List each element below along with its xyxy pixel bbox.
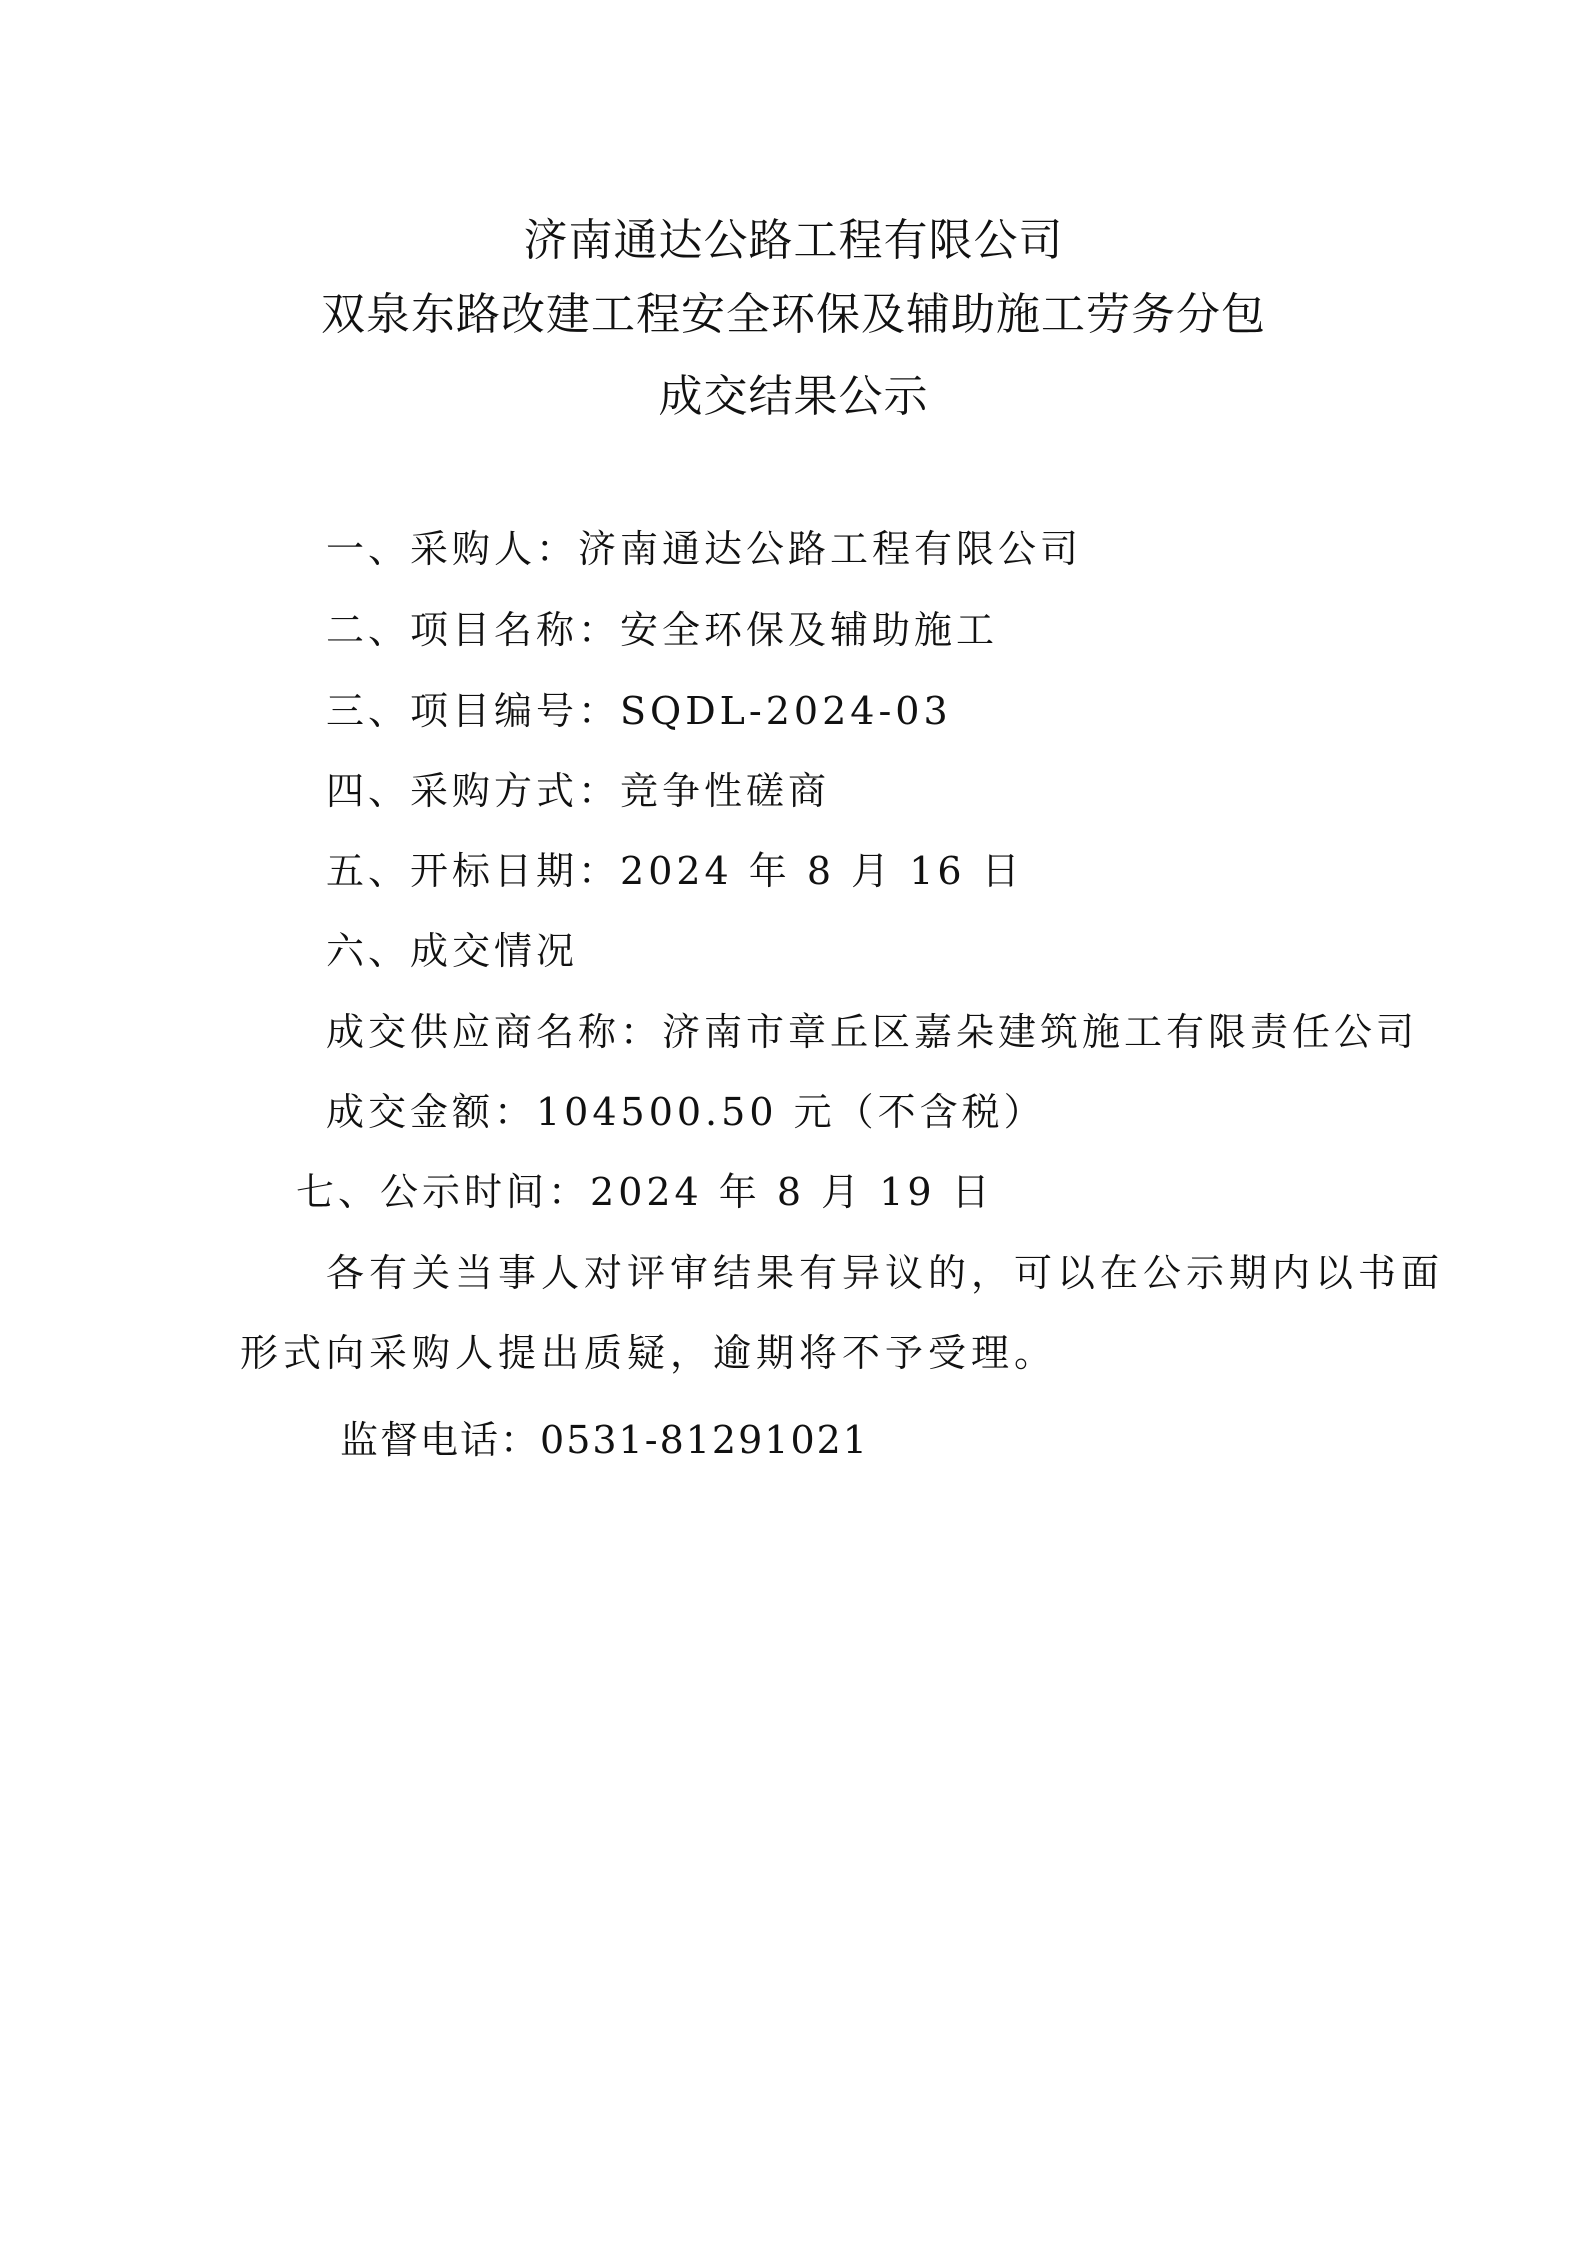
purchaser-label: 一、采购人： [326, 527, 579, 571]
document-type-title: 成交结果公示 [658, 371, 929, 422]
purchaser-value: 济南通达公路工程有限公司 [578, 527, 1083, 571]
company-title: 济南通达公路工程有限公司 [523, 215, 1064, 266]
objection-notice-line-1: 各有关当事人对评审结果有异议的，可以在公示期内以书面 [326, 1251, 1445, 1295]
project-number-row [326, 689, 952, 733]
bid-opening-date-label: 五、开标日期： [326, 849, 621, 893]
publicity-time-row [296, 1170, 994, 1214]
project-name-row [326, 608, 999, 652]
project-number-label: 三、项目编号： [326, 689, 621, 733]
project-name-value: 安全环保及辅助施工 [620, 608, 999, 652]
bid-opening-date-value: 2024 年 8 月 16 日 [620, 849, 1024, 893]
procurement-method-label: 四、采购方式： [326, 769, 621, 813]
procurement-method-value: 竞争性磋商 [620, 769, 831, 813]
project-title: 双泉东路改建工程安全环保及辅助施工劳务分包 [321, 289, 1266, 340]
bid-opening-date-row [326, 849, 1024, 893]
project-number-value: SQDL-2024-03 [620, 689, 952, 733]
publicity-time-label: 七、公示时间： [296, 1170, 591, 1214]
publicity-time-value: 2024 年 8 月 19 日 [590, 1170, 994, 1214]
transaction-amount-line: 成交金额：104500.50 元（不含税） [326, 1090, 1046, 1134]
procurement-method-row [326, 769, 831, 813]
objection-notice-line-2: 形式向采购人提出质疑，逾期将不予受理。 [240, 1331, 1058, 1375]
purchaser-row [326, 527, 1083, 571]
supervision-phone-value: 0531-81291021 [540, 1418, 869, 1462]
supervision-phone-row [340, 1418, 869, 1462]
winning-supplier-line: 成交供应商名称：济南市章丘区嘉朵建筑施工有限责任公司 [326, 1010, 1419, 1054]
supervision-phone-label: 监督电话： [340, 1418, 541, 1462]
project-name-label: 二、项目名称： [326, 608, 621, 652]
transaction-result-heading: 六、成交情况 [326, 929, 579, 973]
